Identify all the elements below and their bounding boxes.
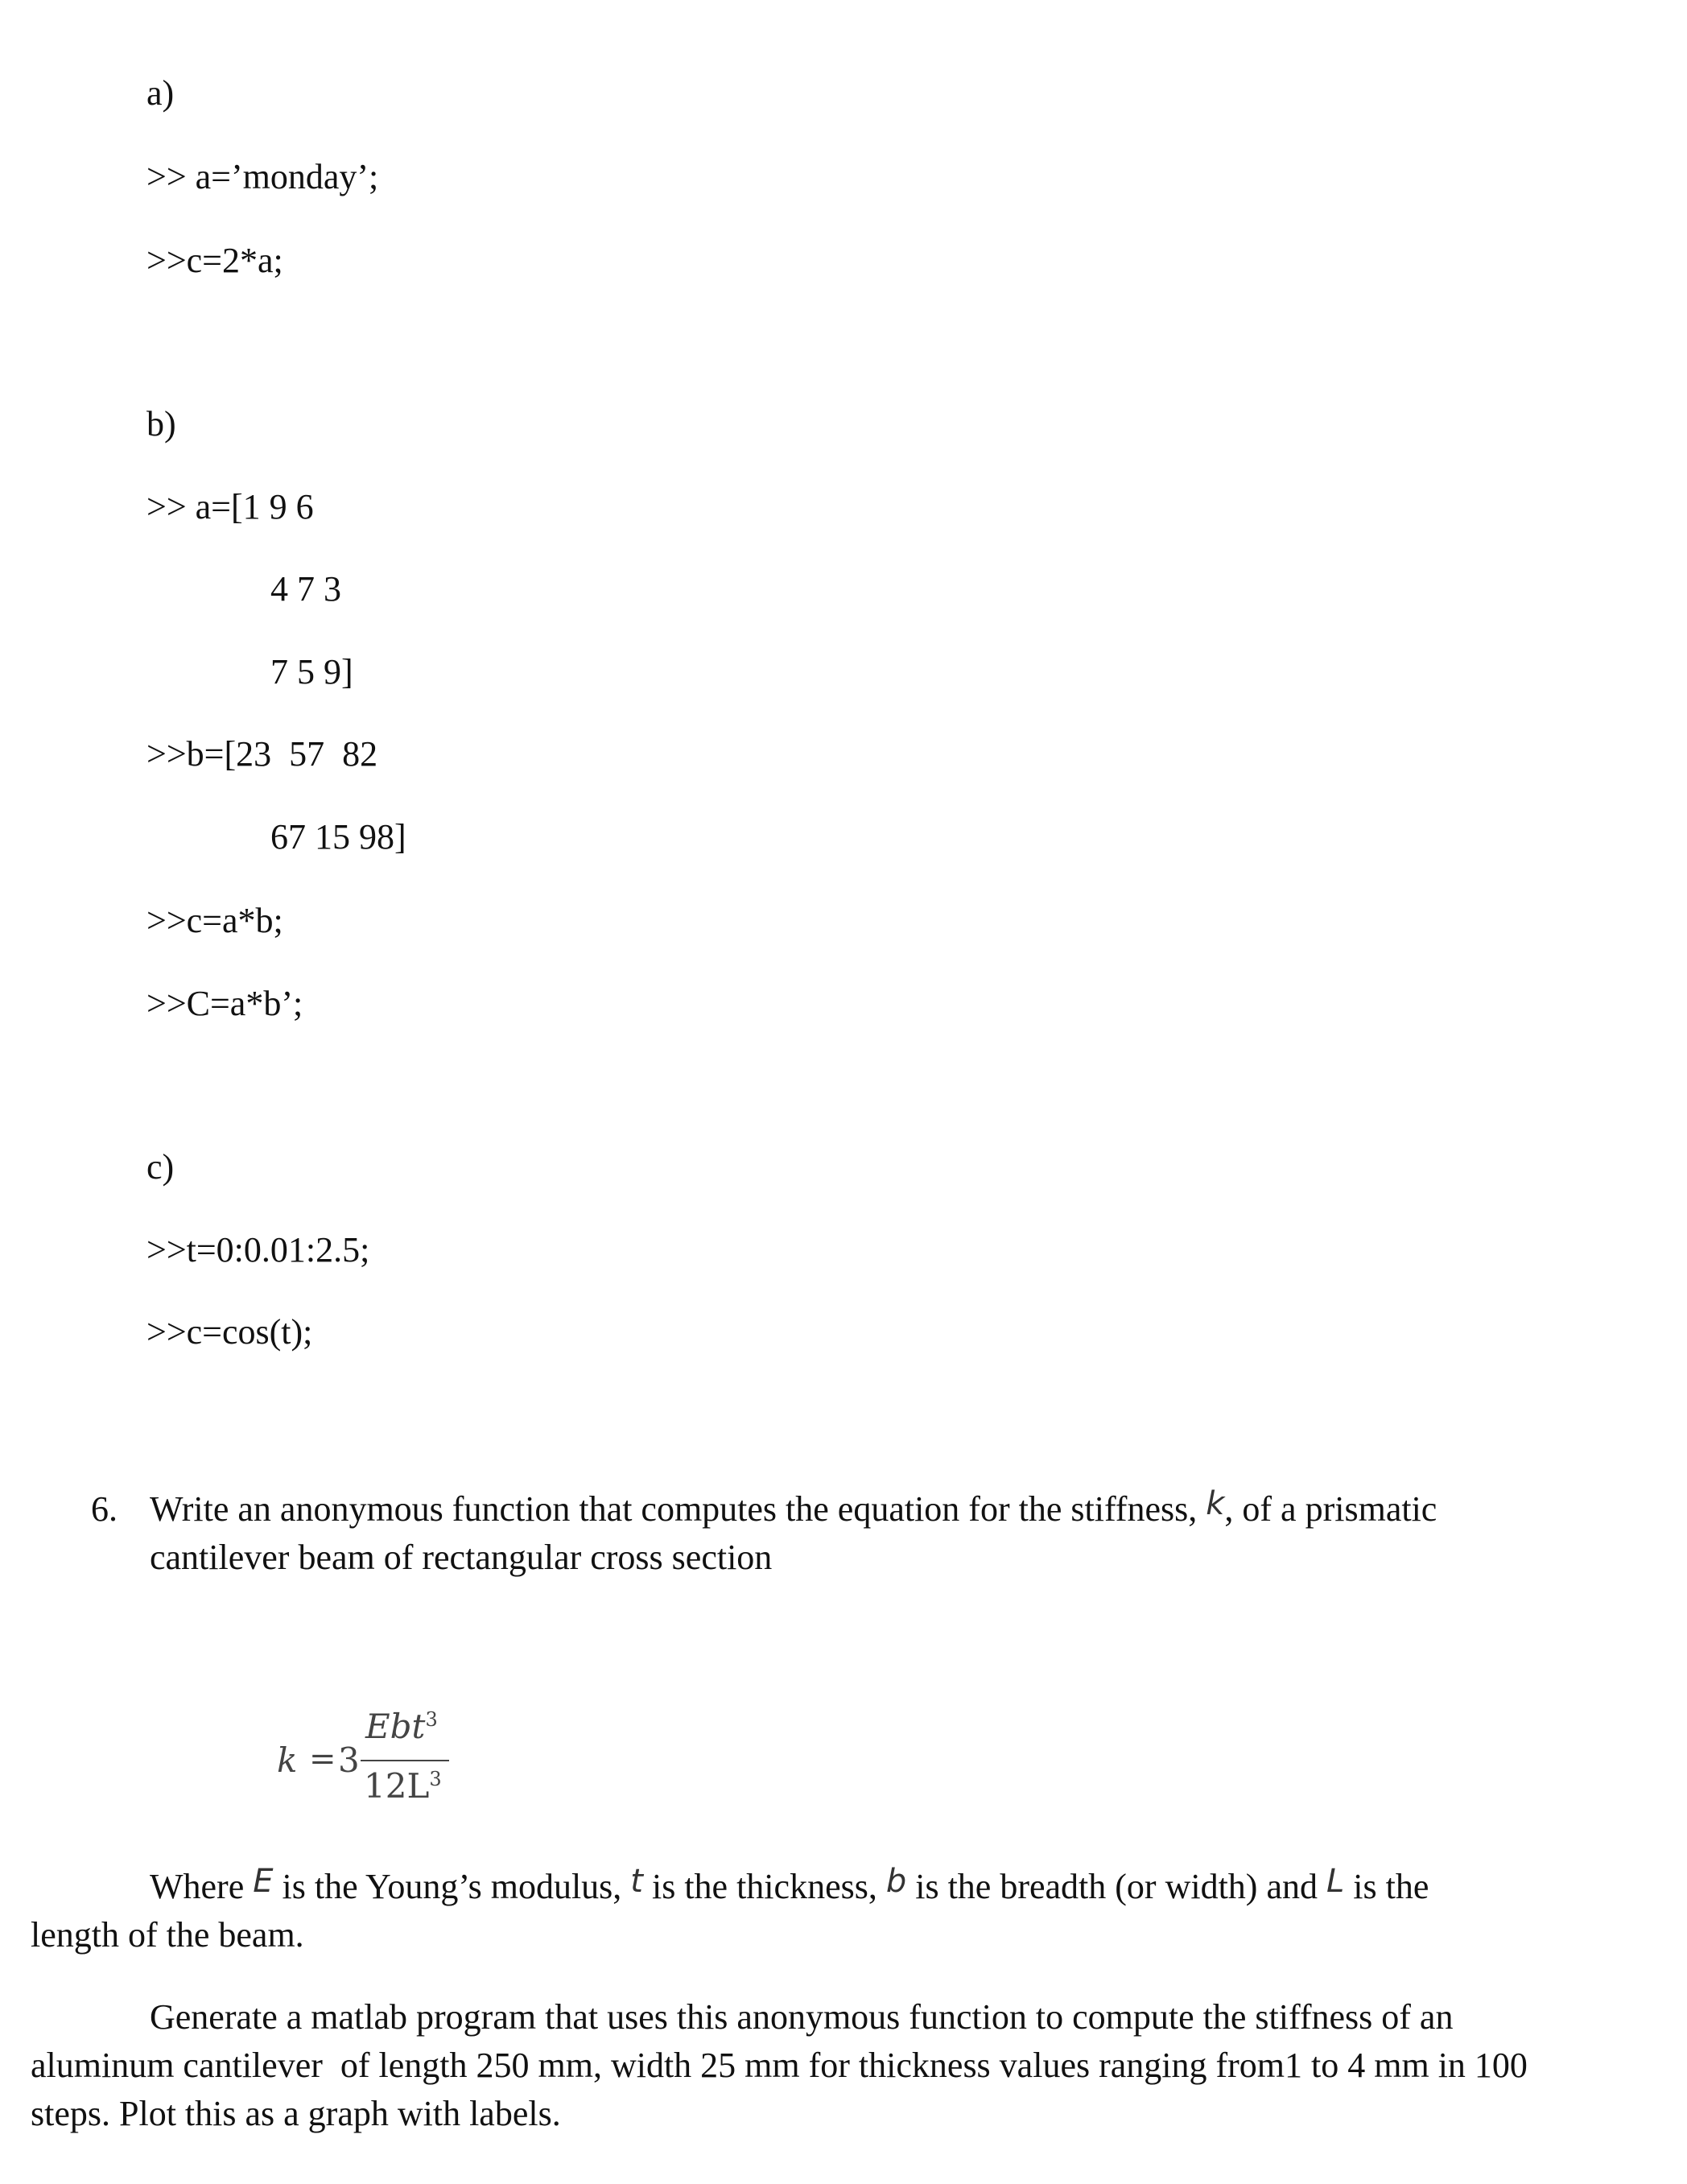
variable-L: L <box>1326 1863 1345 1900</box>
question-text: Write an anonymous function that computes the equation for the stiffness, <box>150 1489 1206 1529</box>
code-line: 67 15 98] <box>270 817 406 857</box>
part-a-label: a) <box>146 73 175 113</box>
equation-lhs: k <box>277 1740 298 1780</box>
question-text-line2: cantilever beam of rectangular cross section <box>150 1538 773 1577</box>
code-line: >>C=a*b’; <box>146 984 303 1023</box>
question-text: , of a prismatic <box>1224 1489 1437 1529</box>
code-line: >>t=0:0.01:2.5; <box>146 1230 370 1270</box>
variable-k: k <box>1206 1485 1225 1522</box>
equation-coefficient: 3 <box>338 1740 360 1780</box>
code-line: >>c=a*b; <box>146 901 283 940</box>
fraction-bar <box>361 1760 449 1761</box>
where-paragraph-line1 <box>150 1863 1429 1906</box>
part-c-label: c) <box>146 1147 175 1187</box>
code-line: >>c=2*a; <box>146 241 283 280</box>
numerator-text: Ebt <box>365 1707 426 1746</box>
generate-paragraph-line1: Generate a matlab program that uses this anonymous function to compute the stiffness of an <box>150 1997 1454 2037</box>
paragraph-text: Where <box>150 1867 254 1906</box>
denominator-text: 12L <box>364 1766 430 1806</box>
paragraph-text: is the breadth (or width) and <box>906 1867 1326 1906</box>
part-b-label: b) <box>146 404 176 444</box>
code-line: 4 7 3 <box>270 569 341 609</box>
paragraph-text: is the <box>1344 1867 1429 1906</box>
code-line: >> a=’monday’; <box>146 157 379 196</box>
question-text-line1 <box>150 1485 1437 1529</box>
paragraph-text: is the Young’s modulus, <box>273 1867 631 1906</box>
variable-t: t <box>630 1863 643 1900</box>
variable-E: E <box>253 1863 274 1900</box>
code-line: >>b=[23 57 82 <box>146 734 378 774</box>
code-line: >> a=[1 9 6 <box>146 487 314 526</box>
equation-equals: = <box>309 1740 336 1777</box>
paragraph-text: is the thickness, <box>642 1867 886 1906</box>
question-number: 6. <box>91 1489 118 1529</box>
where-paragraph-line2: length of the beam. <box>31 1915 304 1955</box>
generate-paragraph-line2: aluminum cantilever of length 250 mm, width 25 mm for thickness values ranging from1 to 4 mm in 100 <box>31 2046 1528 2085</box>
equation-numerator <box>365 1707 438 1746</box>
denominator-exponent: 3 <box>429 1768 442 1790</box>
variable-b: b <box>885 1863 907 1900</box>
generate-paragraph-line3: steps. Plot this as a graph with labels. <box>31 2094 561 2133</box>
code-line: >>c=cos(t); <box>146 1312 313 1352</box>
numerator-exponent: 3 <box>425 1708 438 1731</box>
code-line: 7 5 9] <box>270 652 353 692</box>
stiffness-equation <box>270 1699 464 1811</box>
equation-denominator <box>364 1766 442 1806</box>
